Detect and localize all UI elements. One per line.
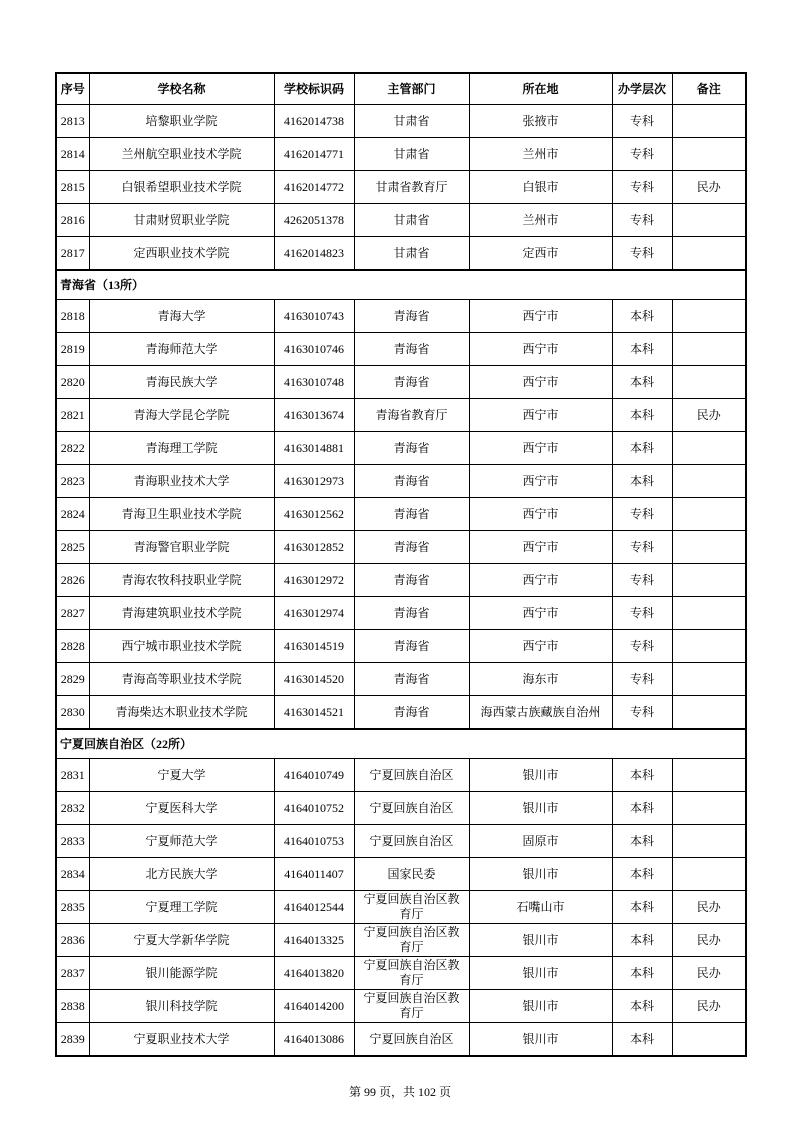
- cell-department: 青海省: [354, 366, 469, 399]
- cell-department: 甘肃省: [354, 204, 469, 237]
- cell-department: 宁夏回族自治区教育厅: [354, 891, 469, 924]
- cell-school-name: 宁夏师范大学: [89, 825, 274, 858]
- cell-location: 西宁市: [469, 498, 612, 531]
- cell-level: 本科: [612, 759, 672, 792]
- table-row: [56, 300, 746, 333]
- table-row: [56, 696, 746, 730]
- cell-location: 银川市: [469, 1023, 612, 1057]
- col-header-level: 办学层次: [612, 73, 672, 105]
- cell-department: 宁夏回族自治区: [354, 792, 469, 825]
- cell-serial: 2814: [56, 138, 89, 171]
- cell-school-code: 4164011407: [274, 858, 354, 891]
- cell-school-code: 4163012973: [274, 465, 354, 498]
- table-row: [56, 498, 746, 531]
- cell-serial: 2835: [56, 891, 89, 924]
- cell-note: [672, 432, 746, 465]
- cell-note: [672, 531, 746, 564]
- cell-location: 石嘴山市: [469, 891, 612, 924]
- cell-location: 西宁市: [469, 630, 612, 663]
- cell-note: [672, 465, 746, 498]
- cell-serial: 2833: [56, 825, 89, 858]
- cell-school-name: 青海师范大学: [89, 333, 274, 366]
- cell-serial: 2838: [56, 990, 89, 1023]
- table-row: [56, 105, 746, 138]
- cell-school-code: 4163010743: [274, 300, 354, 333]
- cell-note: [672, 696, 746, 730]
- cell-school-name: 青海大学: [89, 300, 274, 333]
- cell-school-name: 青海民族大学: [89, 366, 274, 399]
- cell-department: 青海省: [354, 597, 469, 630]
- table-row: [56, 630, 746, 663]
- cell-serial: 2832: [56, 792, 89, 825]
- cell-school-name: 青海大学昆仑学院: [89, 399, 274, 432]
- cell-level: 专科: [612, 696, 672, 730]
- cell-school-name: 青海农牧科技职业学院: [89, 564, 274, 597]
- cell-school-name: 青海职业技术大学: [89, 465, 274, 498]
- cell-level: 本科: [612, 399, 672, 432]
- cell-school-code: 4164010749: [274, 759, 354, 792]
- cell-location: 白银市: [469, 171, 612, 204]
- cell-school-name: 宁夏大学: [89, 759, 274, 792]
- cell-note: [672, 204, 746, 237]
- cell-level: 专科: [612, 630, 672, 663]
- cell-school-code: 4162014771: [274, 138, 354, 171]
- cell-school-name: 青海高等职业技术学院: [89, 663, 274, 696]
- cell-location: 银川市: [469, 792, 612, 825]
- cell-serial: 2823: [56, 465, 89, 498]
- table-row: [56, 957, 746, 990]
- table-row: [56, 531, 746, 564]
- cell-school-code: 4163013674: [274, 399, 354, 432]
- cell-department: 青海省教育厅: [354, 399, 469, 432]
- cell-level: 专科: [612, 663, 672, 696]
- cell-note: [672, 333, 746, 366]
- cell-department: 青海省: [354, 432, 469, 465]
- cell-level: 本科: [612, 432, 672, 465]
- cell-note: [672, 630, 746, 663]
- cell-level: 本科: [612, 300, 672, 333]
- cell-serial: 2836: [56, 924, 89, 957]
- cell-department: 宁夏回族自治区教育厅: [354, 924, 469, 957]
- cell-note: [672, 498, 746, 531]
- cell-serial: 2831: [56, 759, 89, 792]
- cell-note: 民办: [672, 891, 746, 924]
- cell-location: 西宁市: [469, 366, 612, 399]
- cell-school-name: 培黎职业学院: [89, 105, 274, 138]
- cell-location: 定西市: [469, 237, 612, 271]
- cell-school-name: 北方民族大学: [89, 858, 274, 891]
- cell-location: 西宁市: [469, 597, 612, 630]
- cell-school-name: 青海建筑职业技术学院: [89, 597, 274, 630]
- col-header-department: 主管部门: [354, 73, 469, 105]
- cell-serial: 2813: [56, 105, 89, 138]
- table-row: [56, 465, 746, 498]
- cell-location: 兰州市: [469, 138, 612, 171]
- cell-note: 民办: [672, 990, 746, 1023]
- section-header-label: 青海省（13所）: [56, 270, 746, 300]
- cell-school-name: 青海警官职业学院: [89, 531, 274, 564]
- cell-serial: 2817: [56, 237, 89, 271]
- schools-table-body: [56, 105, 746, 1057]
- cell-department: 甘肃省: [354, 237, 469, 271]
- cell-location: 张掖市: [469, 105, 612, 138]
- table-row: [56, 792, 746, 825]
- cell-school-code: 4163012562: [274, 498, 354, 531]
- cell-school-code: 4164013820: [274, 957, 354, 990]
- table-row: [56, 399, 746, 432]
- cell-school-name: 西宁城市职业技术学院: [89, 630, 274, 663]
- cell-school-code: 4163012974: [274, 597, 354, 630]
- cell-note: [672, 366, 746, 399]
- table-row: [56, 171, 746, 204]
- cell-school-name: 青海理工学院: [89, 432, 274, 465]
- cell-note: [672, 825, 746, 858]
- table-row: [56, 237, 746, 271]
- cell-department: 青海省: [354, 465, 469, 498]
- cell-serial: 2829: [56, 663, 89, 696]
- cell-school-code: 4164014200: [274, 990, 354, 1023]
- cell-location: 西宁市: [469, 399, 612, 432]
- cell-note: [672, 759, 746, 792]
- cell-department: 国家民委: [354, 858, 469, 891]
- cell-level: 专科: [612, 597, 672, 630]
- cell-level: 本科: [612, 957, 672, 990]
- cell-school-code: 4164013086: [274, 1023, 354, 1057]
- cell-location: 银川市: [469, 924, 612, 957]
- cell-serial: 2828: [56, 630, 89, 663]
- cell-note: 民办: [672, 957, 746, 990]
- cell-location: 银川市: [469, 990, 612, 1023]
- cell-serial: 2816: [56, 204, 89, 237]
- cell-school-name: 白银希望职业技术学院: [89, 171, 274, 204]
- cell-school-code: 4162014823: [274, 237, 354, 271]
- cell-note: 民办: [672, 399, 746, 432]
- cell-level: 本科: [612, 990, 672, 1023]
- table-row: [56, 597, 746, 630]
- cell-department: 宁夏回族自治区: [354, 759, 469, 792]
- cell-serial: 2818: [56, 300, 89, 333]
- cell-serial: 2825: [56, 531, 89, 564]
- page-number-footer: 第 99 页，共 102 页: [348, 1085, 451, 1099]
- cell-school-name: 兰州航空职业技术学院: [89, 138, 274, 171]
- cell-location: 西宁市: [469, 531, 612, 564]
- section-header-label: 宁夏回族自治区（22所）: [56, 729, 746, 759]
- cell-level: 本科: [612, 1023, 672, 1057]
- cell-level: 专科: [612, 105, 672, 138]
- section-row: [56, 270, 746, 300]
- cell-serial: 2822: [56, 432, 89, 465]
- cell-school-code: 4163012852: [274, 531, 354, 564]
- table-row: [56, 858, 746, 891]
- table-row: [56, 333, 746, 366]
- cell-school-code: 4164013325: [274, 924, 354, 957]
- cell-level: 专科: [612, 138, 672, 171]
- cell-level: 专科: [612, 531, 672, 564]
- cell-serial: 2830: [56, 696, 89, 730]
- col-header-school-name: 学校名称: [89, 73, 274, 105]
- col-header-serial: 序号: [56, 73, 89, 105]
- cell-note: [672, 597, 746, 630]
- cell-location: 兰州市: [469, 204, 612, 237]
- cell-level: 本科: [612, 891, 672, 924]
- cell-location: 银川市: [469, 759, 612, 792]
- cell-level: 本科: [612, 465, 672, 498]
- cell-location: 海东市: [469, 663, 612, 696]
- cell-school-name: 银川能源学院: [89, 957, 274, 990]
- col-header-location: 所在地: [469, 73, 612, 105]
- cell-location: 西宁市: [469, 432, 612, 465]
- cell-location: 西宁市: [469, 564, 612, 597]
- cell-school-code: 4163010748: [274, 366, 354, 399]
- cell-note: 民办: [672, 171, 746, 204]
- table-row: [56, 924, 746, 957]
- cell-note: [672, 858, 746, 891]
- cell-department: 宁夏回族自治区教育厅: [354, 990, 469, 1023]
- table-row: [56, 759, 746, 792]
- table-row: [56, 825, 746, 858]
- cell-department: 青海省: [354, 663, 469, 696]
- cell-serial: 2826: [56, 564, 89, 597]
- cell-level: 本科: [612, 924, 672, 957]
- cell-note: [672, 105, 746, 138]
- cell-level: 专科: [612, 237, 672, 271]
- cell-school-name: 银川科技学院: [89, 990, 274, 1023]
- cell-serial: 2834: [56, 858, 89, 891]
- cell-school-code: 4163014520: [274, 663, 354, 696]
- cell-department: 青海省: [354, 696, 469, 730]
- cell-department: 甘肃省: [354, 138, 469, 171]
- cell-note: [672, 237, 746, 271]
- cell-department: 青海省: [354, 333, 469, 366]
- col-header-note: 备注: [672, 73, 746, 105]
- cell-school-name: 青海柴达木职业技术学院: [89, 696, 274, 730]
- cell-note: [672, 1023, 746, 1057]
- cell-department: 青海省: [354, 300, 469, 333]
- cell-serial: 2824: [56, 498, 89, 531]
- cell-school-code: 4164012544: [274, 891, 354, 924]
- cell-department: 青海省: [354, 564, 469, 597]
- cell-location: 西宁市: [469, 300, 612, 333]
- table-row: [56, 204, 746, 237]
- cell-school-code: 4163012972: [274, 564, 354, 597]
- cell-department: 宁夏回族自治区教育厅: [354, 957, 469, 990]
- cell-department: 青海省: [354, 498, 469, 531]
- table-row: [56, 990, 746, 1023]
- cell-school-name: 宁夏医科大学: [89, 792, 274, 825]
- cell-school-code: 4163014521: [274, 696, 354, 730]
- cell-school-code: 4164010752: [274, 792, 354, 825]
- table-row: [56, 564, 746, 597]
- table-row: [56, 891, 746, 924]
- cell-serial: 2820: [56, 366, 89, 399]
- schools-table: [55, 72, 747, 1057]
- cell-school-name: 宁夏理工学院: [89, 891, 274, 924]
- cell-level: 本科: [612, 366, 672, 399]
- cell-note: [672, 138, 746, 171]
- cell-school-code: 4162014772: [274, 171, 354, 204]
- cell-serial: 2827: [56, 597, 89, 630]
- cell-department: 青海省: [354, 630, 469, 663]
- cell-school-code: 4163014881: [274, 432, 354, 465]
- cell-level: 专科: [612, 204, 672, 237]
- cell-school-code: 4162014738: [274, 105, 354, 138]
- cell-school-code: 4163010746: [274, 333, 354, 366]
- cell-note: [672, 663, 746, 696]
- cell-level: 本科: [612, 333, 672, 366]
- table-row: [56, 366, 746, 399]
- cell-school-name: 青海卫生职业技术学院: [89, 498, 274, 531]
- cell-location: 银川市: [469, 957, 612, 990]
- cell-school-name: 宁夏职业技术大学: [89, 1023, 274, 1057]
- cell-school-code: 4262051378: [274, 204, 354, 237]
- cell-serial: 2839: [56, 1023, 89, 1057]
- cell-level: 专科: [612, 171, 672, 204]
- cell-serial: 2821: [56, 399, 89, 432]
- cell-department: 宁夏回族自治区: [354, 825, 469, 858]
- cell-level: 本科: [612, 825, 672, 858]
- cell-location: 西宁市: [469, 465, 612, 498]
- cell-note: [672, 792, 746, 825]
- cell-school-name: 宁夏大学新华学院: [89, 924, 274, 957]
- cell-school-code: 4164010753: [274, 825, 354, 858]
- cell-department: 甘肃省: [354, 105, 469, 138]
- cell-location: 海西蒙古族藏族自治州: [469, 696, 612, 730]
- cell-note: [672, 564, 746, 597]
- cell-note: [672, 300, 746, 333]
- cell-serial: 2819: [56, 333, 89, 366]
- table-header: [56, 73, 746, 105]
- cell-level: 专科: [612, 498, 672, 531]
- col-header-school-code: 学校标识码: [274, 73, 354, 105]
- cell-note: 民办: [672, 924, 746, 957]
- table-row: [56, 138, 746, 171]
- cell-serial: 2837: [56, 957, 89, 990]
- cell-level: 专科: [612, 564, 672, 597]
- cell-school-name: 甘肃财贸职业学院: [89, 204, 274, 237]
- cell-serial: 2815: [56, 171, 89, 204]
- cell-school-code: 4163014519: [274, 630, 354, 663]
- section-row: [56, 729, 746, 759]
- cell-department: 宁夏回族自治区: [354, 1023, 469, 1057]
- table-row: [56, 663, 746, 696]
- cell-department: 甘肃省教育厅: [354, 171, 469, 204]
- header-row: [56, 73, 746, 105]
- table-row: [56, 432, 746, 465]
- cell-level: 本科: [612, 792, 672, 825]
- cell-location: 西宁市: [469, 333, 612, 366]
- cell-department: 青海省: [354, 531, 469, 564]
- cell-location: 固原市: [469, 825, 612, 858]
- cell-school-name: 定西职业技术学院: [89, 237, 274, 271]
- table-row: [56, 1023, 746, 1057]
- cell-level: 本科: [612, 858, 672, 891]
- cell-location: 银川市: [469, 858, 612, 891]
